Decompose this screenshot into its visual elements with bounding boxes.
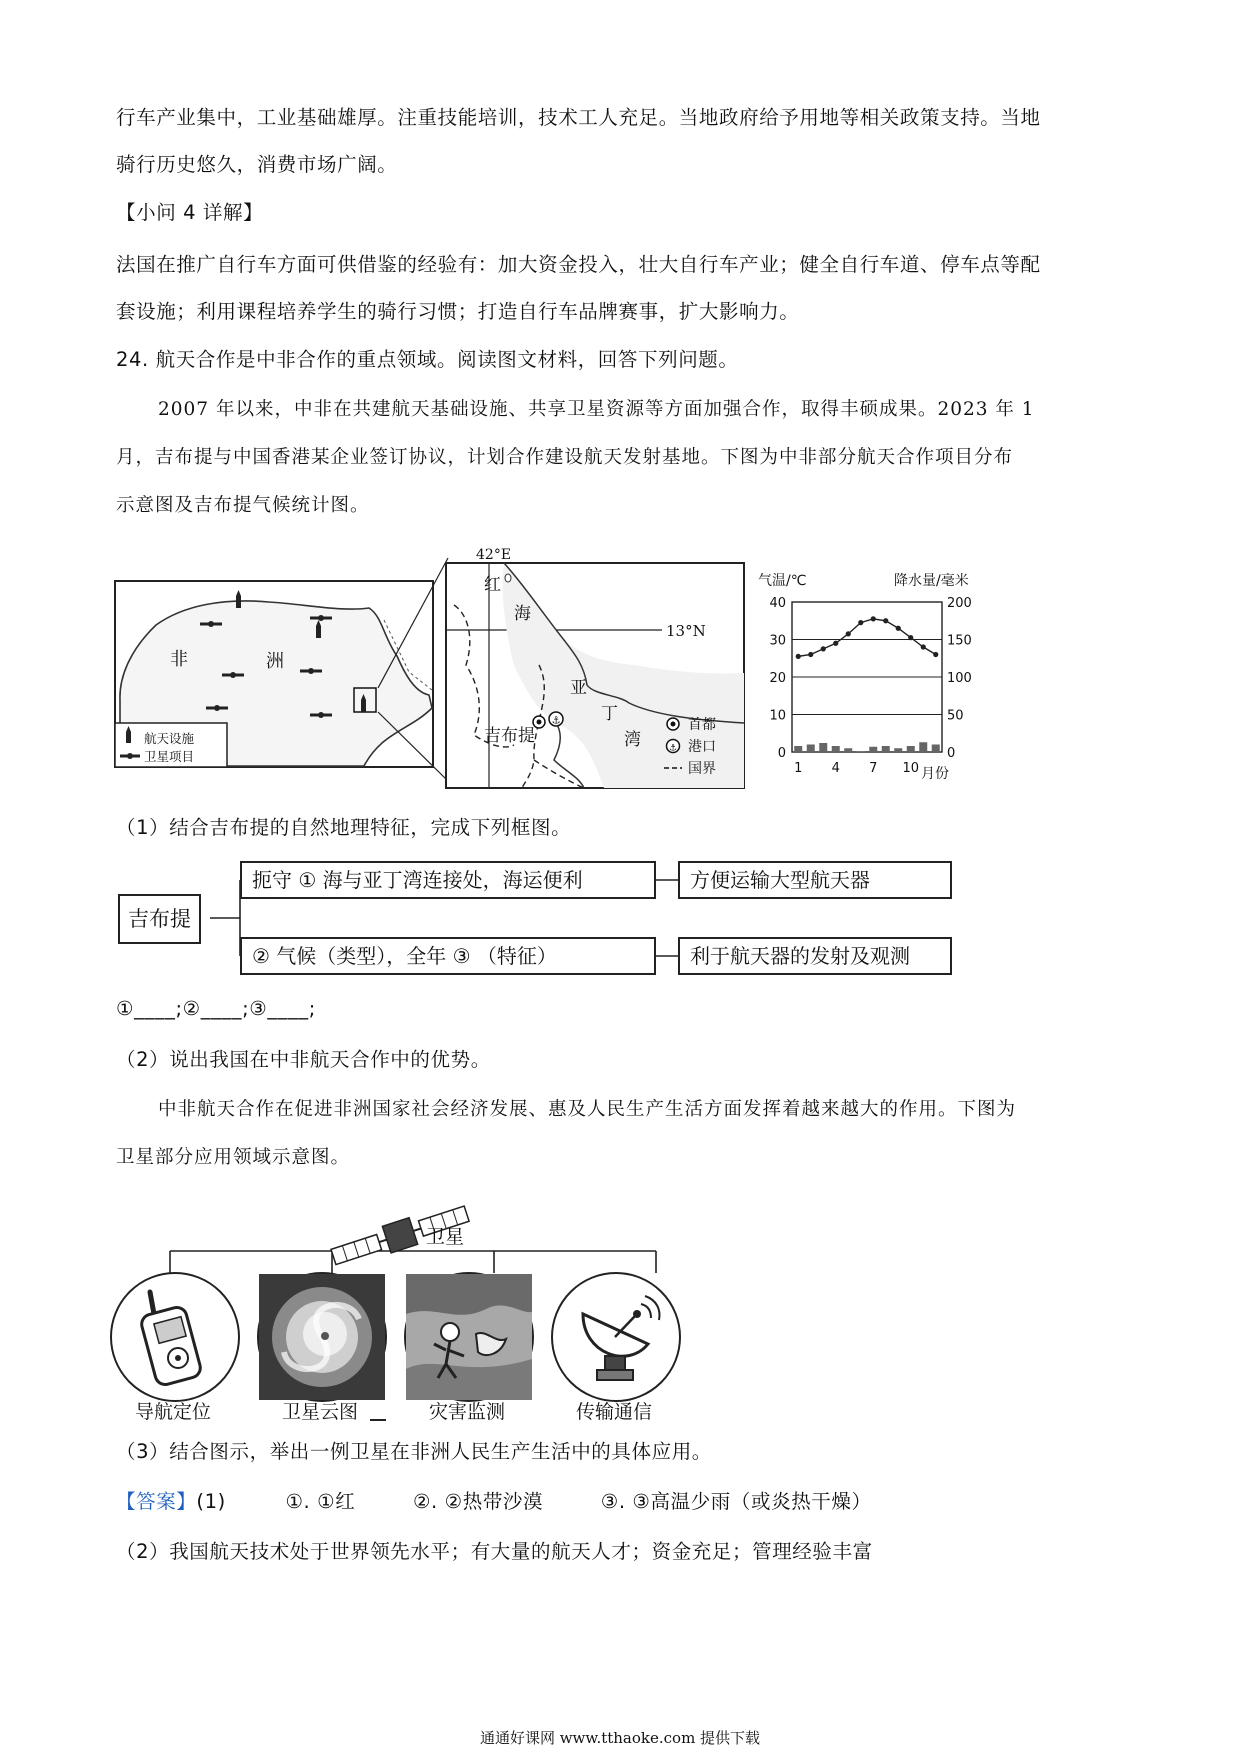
material-line: 示意图及吉布提气候统计图。	[116, 495, 370, 516]
x-tick-label: 4	[831, 761, 840, 776]
cloud-image-circle	[257, 1272, 387, 1402]
right-tick-label: 50	[947, 708, 964, 724]
question-2-prompt: （2）说出我国在中非航天合作中的优势。	[116, 1048, 491, 1071]
material-line: 2007 年以来，中非在共建航天基础设施、共享卫星资源等方面加强合作，取得丰硕成果。2023 年 1	[158, 399, 1035, 420]
legend-border-label: 国界	[688, 761, 716, 777]
precipitation-bar	[819, 743, 827, 752]
answer-item: ②. ②热带沙漠	[412, 1490, 544, 1513]
temperature-point	[883, 618, 888, 623]
flow-root-box: 吉布提	[118, 894, 201, 944]
answer-item: ③. ③高温少雨（或炎热干燥）	[600, 1490, 872, 1513]
gulf-label: 丁	[601, 704, 618, 724]
temperature-point	[808, 652, 813, 657]
temperature-point	[821, 646, 826, 651]
right-tick-label: 150	[947, 633, 972, 649]
red-sea-label: 红	[484, 575, 501, 595]
answer-blanks: ①____;②____;③____;	[116, 997, 316, 1020]
djibouti-city-label: 吉布提	[484, 726, 535, 746]
precipitation-bar	[882, 746, 890, 752]
disaster-monitor-circle	[404, 1272, 534, 1402]
red-sea-label: 海	[514, 604, 531, 624]
question-3-prompt: （3）结合图示，举出一例卫星在非洲人民生产生活中的具体应用。	[116, 1440, 712, 1463]
right-tick-label: 0	[947, 746, 956, 761]
left-tick-label: 10	[769, 708, 786, 724]
temperature-line	[798, 619, 936, 657]
legend-satellite-label: 卫星项目	[144, 749, 195, 764]
svg-text:⚓: ⚓	[551, 715, 561, 727]
x-tick-label: 1	[794, 761, 803, 776]
material-line: 卫星部分应用领域示意图。	[116, 1147, 351, 1168]
flow-bottom-box: ② 气候（类型），全年 ③ （特征）	[240, 937, 656, 975]
flow-bottom-result-box: 利于航天器的发射及观测	[678, 937, 952, 975]
satellite-title: 卫星	[426, 1226, 465, 1248]
temperature-point	[858, 620, 863, 625]
legend-capital-label: 首都	[688, 717, 716, 733]
legend-facility-label: 航天设施	[144, 731, 195, 746]
gulf-label: 湾	[624, 730, 641, 750]
answer-item: ①. ①红	[285, 1490, 356, 1513]
answer-tag: 【答案】	[116, 1490, 197, 1513]
svg-text:⚓: ⚓	[669, 743, 678, 754]
footer-credit: 通通好课网 www.tthaoke.com 提供下载	[479, 1729, 761, 1747]
satellite-dish-icon	[553, 1274, 679, 1400]
precipitation-bar	[807, 745, 815, 753]
flow-top-box: 扼守 ① 海与亚丁湾连接处，海运便利	[240, 861, 656, 899]
legend-port-icon	[667, 740, 680, 754]
temperature-point	[933, 652, 938, 657]
paragraph-line: 法国在推广自行车方面可供借鉴的经验有：加大资金投入，壮大自行车产业；健全自行车道、停车点等配	[116, 253, 1041, 276]
left-tick-label: 0	[777, 746, 786, 761]
gps-device-icon	[112, 1274, 238, 1400]
precipitation-bar	[932, 745, 940, 753]
precipitation-bar	[832, 746, 840, 752]
temperature-point	[871, 616, 876, 621]
left-tick-label: 40	[769, 596, 786, 611]
precipitation-bar	[869, 747, 877, 752]
precipitation-bar	[919, 742, 927, 752]
x-tick-label: 7	[869, 761, 878, 776]
africa-label-zhou: 洲	[266, 651, 284, 672]
material-line: 月，吉布提与中国香港某企业签订协议，计划合作建设航天发射基地。下图为中非部分航天合作项目分布	[116, 447, 1014, 468]
legend-port-label: 港口	[688, 739, 716, 755]
paragraph-line: 行车产业集中，工业基础雄厚。注重技能培训，技术工人充足。当地政府给予用地等相关政策支持。当地	[116, 106, 1041, 129]
communication-circle	[551, 1272, 681, 1402]
latitude-label: 13°N	[666, 622, 706, 640]
africa-label-fei: 非	[170, 649, 188, 670]
precipitation-bar	[794, 746, 802, 752]
precipitation-bar	[844, 748, 852, 752]
temperature-point	[796, 654, 801, 659]
temperature-point	[896, 626, 901, 631]
paragraph-line: 套设施；利用课程培养学生的骑行习惯；打造自行车品牌赛事，扩大影响力。	[116, 300, 800, 323]
satellite-use-label: 卫星云图	[281, 1401, 358, 1423]
djibouti-map	[444, 545, 746, 790]
answer-line-2: （2）我国航天技术处于世界领先水平；有大量的航天人才；资金充足；管理经验丰富	[116, 1540, 873, 1563]
satellite-use-label: 导航定位	[134, 1401, 211, 1423]
flow-top-result-box: 方便运输大型航天器	[678, 861, 952, 899]
left-tick-label: 20	[769, 671, 786, 686]
right-tick-label: 200	[947, 596, 972, 611]
disaster-scene-icon	[406, 1274, 532, 1400]
section-heading: 【小问 4 详解】	[116, 201, 264, 224]
longitude-label: 42°E	[476, 547, 512, 563]
temperature-point	[921, 644, 926, 649]
left-axis-title: 气温/℃	[758, 573, 807, 589]
temperature-point	[908, 635, 913, 640]
left-tick-label: 30	[769, 633, 786, 649]
question-24: 24. 航天合作是中非合作的重点领域。阅读图文材料，回答下列问题。	[116, 348, 739, 371]
x-axis-unit: 月份	[921, 766, 949, 782]
stray-dash	[370, 1419, 386, 1421]
typhoon-cloud-icon	[259, 1274, 385, 1400]
temperature-point	[846, 631, 851, 636]
navigation-circle	[110, 1272, 240, 1402]
precipitation-bar	[857, 751, 865, 752]
material-line: 中非航天合作在促进非洲国家社会经济发展、惠及人民生产生活方面发挥着越来越大的作用。下图为	[158, 1099, 1017, 1120]
port-icon	[549, 712, 563, 727]
gulf-label: 亚	[570, 678, 587, 698]
question-1-prompt: （1）结合吉布提的自然地理特征，完成下列框图。	[116, 816, 572, 839]
precipitation-bar	[907, 746, 915, 752]
paragraph-line: 骑行历史悠久，消费市场广阔。	[116, 153, 398, 176]
map-connector	[370, 555, 450, 785]
x-tick-label: 10	[902, 761, 920, 776]
right-axis-title: 降水量/毫米	[894, 573, 969, 589]
precipitation-bar	[894, 748, 902, 752]
satellite-use-label: 传输通信	[575, 1401, 652, 1423]
answer-line-1	[116, 1487, 872, 1517]
answer-number: (1)	[196, 1490, 226, 1513]
right-tick-label: 100	[947, 671, 972, 686]
temperature-point	[833, 641, 838, 646]
legend-capital-icon	[667, 718, 679, 730]
satellite-use-label: 灾害监测	[428, 1401, 505, 1423]
